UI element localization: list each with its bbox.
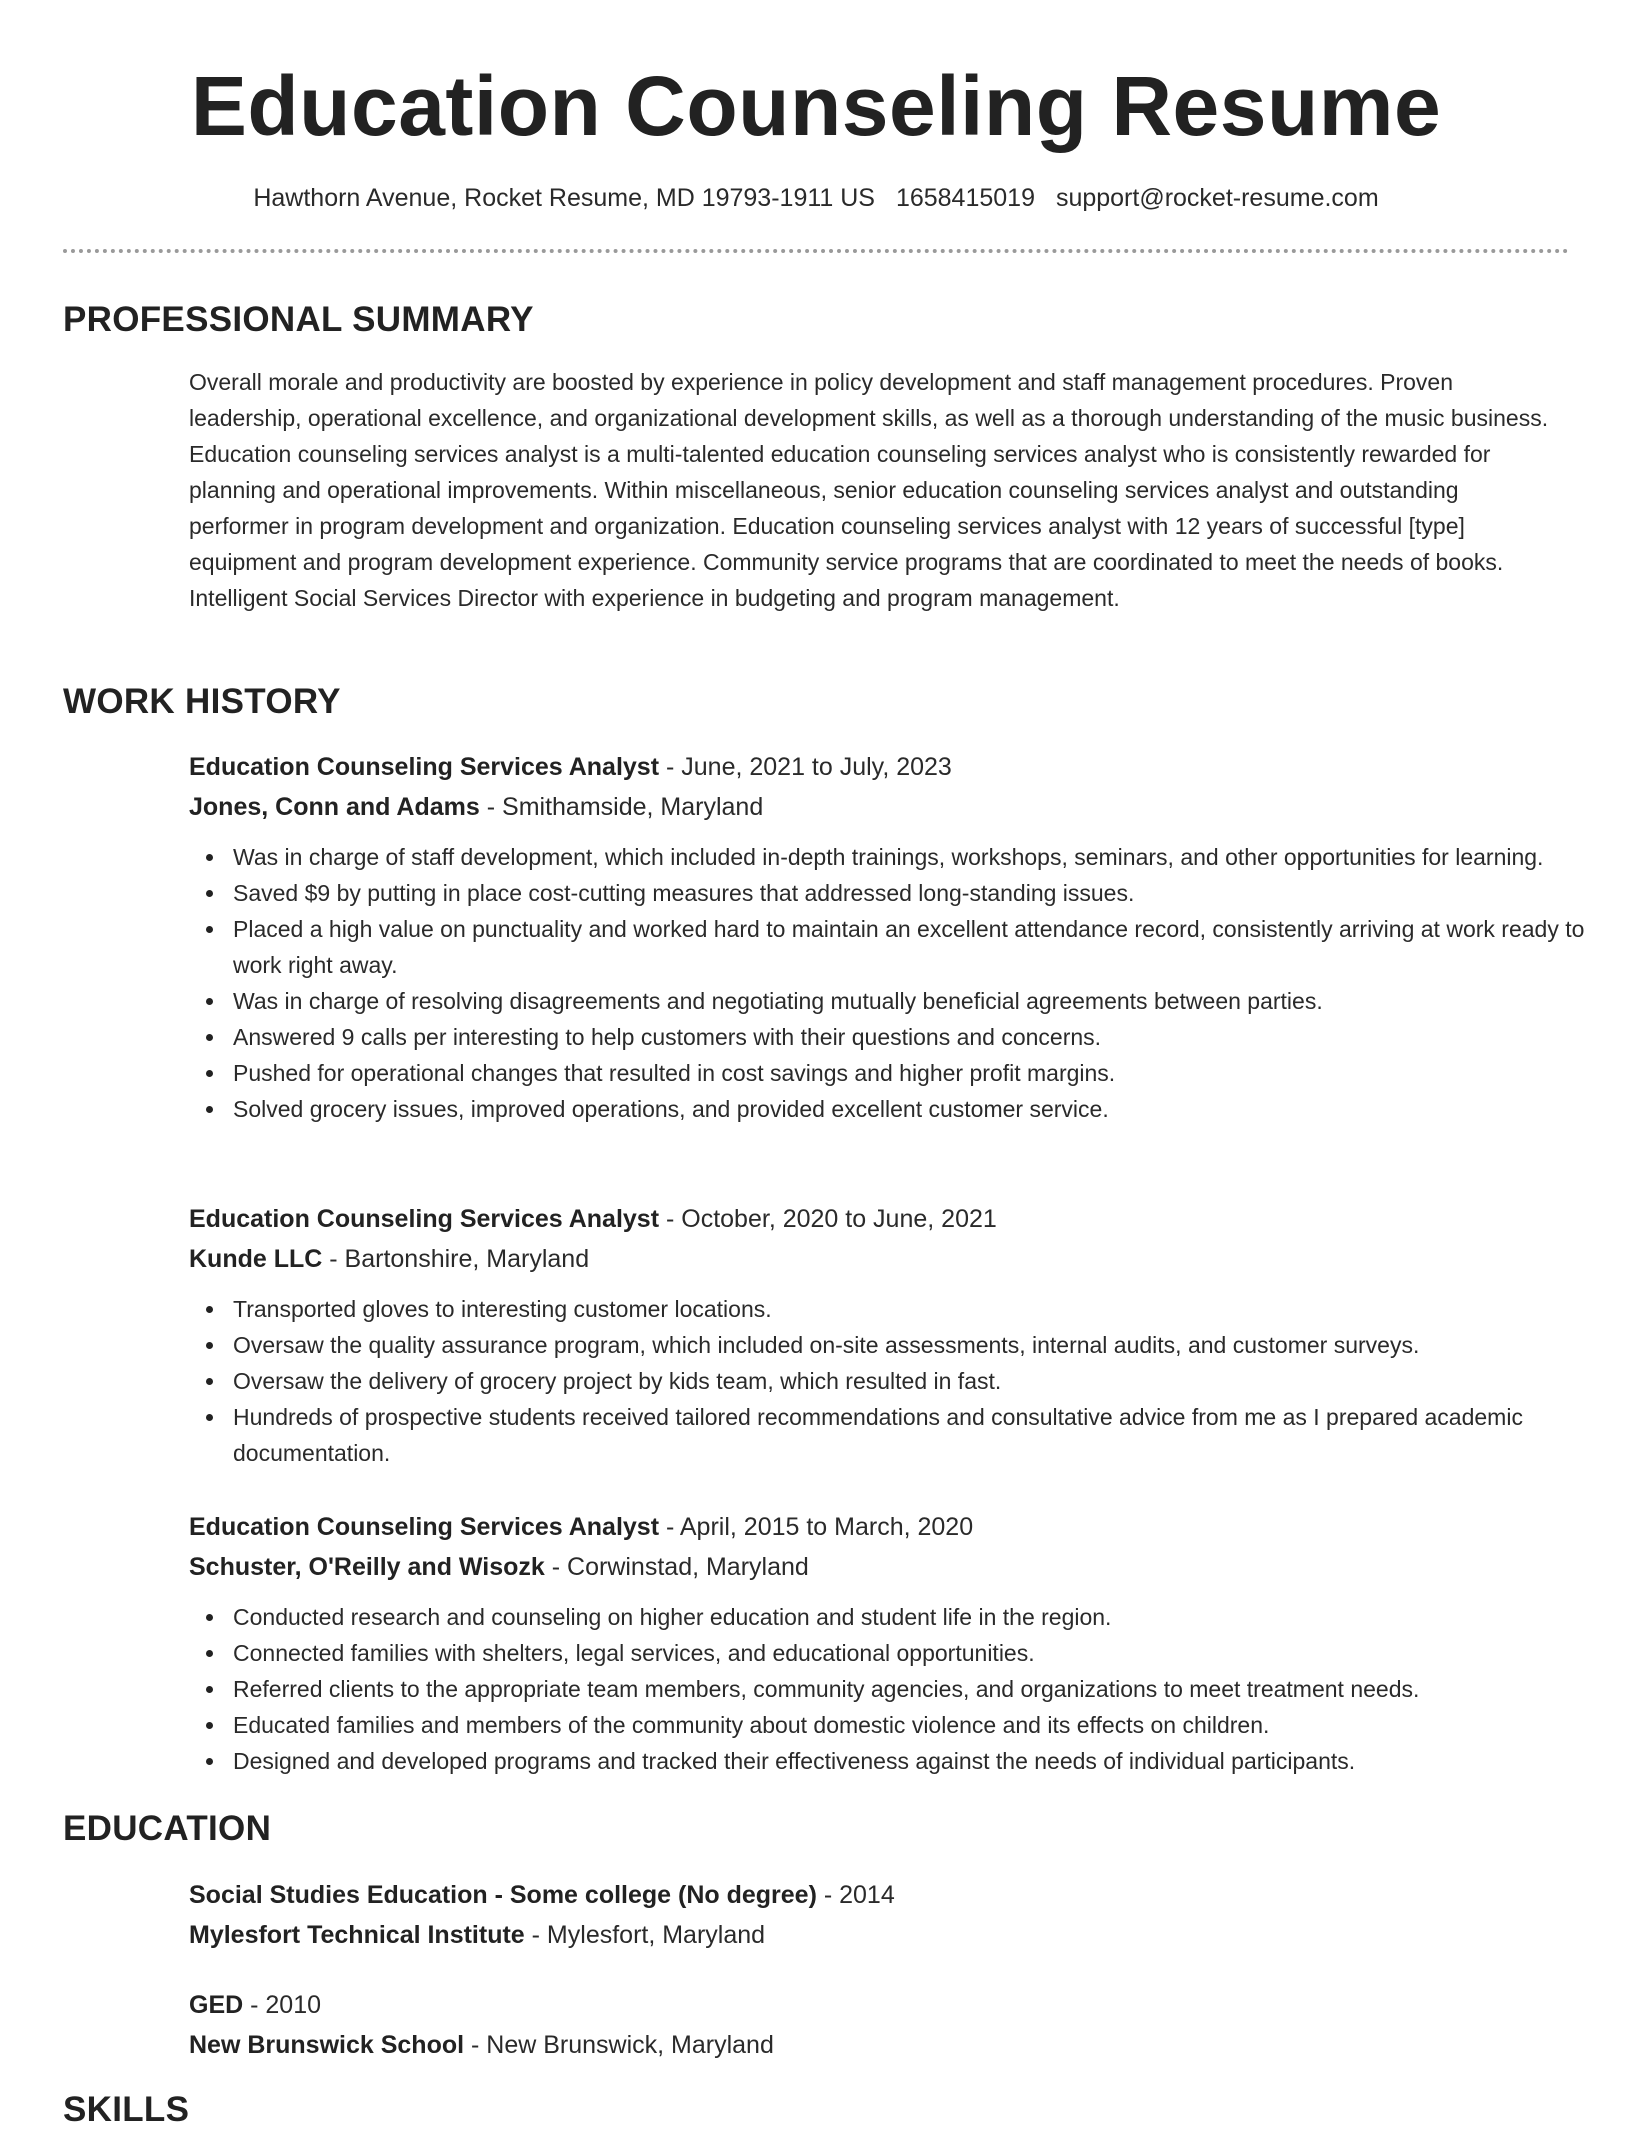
job-company-line: [189, 787, 1569, 827]
work-history-heading: WORK HISTORY: [63, 682, 341, 721]
job-bullet: Was in charge of staff development, which included in-depth trainings, workshops, seminars, and other opportunities for learning.: [233, 839, 1601, 875]
header-divider: [63, 249, 1569, 253]
degree-year: - 2010: [243, 1991, 322, 2019]
job-bullet: Oversaw the delivery of grocery project by kids team, which resulted in fast.: [233, 1363, 1601, 1399]
education-heading: EDUCATION: [63, 1809, 272, 1848]
contact-line: [0, 180, 1632, 216]
job-bullet: Pushed for operational changes that resulted in cost savings and higher profit margins.: [233, 1055, 1601, 1091]
school-location: - New Brunswick, Maryland: [464, 2031, 774, 2059]
job-bullet: Hundreds of prospective students received tailored recommendations and consultative advice from me as I prepared academic documentation.: [233, 1399, 1601, 1471]
education-entry-1: [189, 1875, 1569, 1955]
education-entry-2: [189, 1985, 1569, 2065]
job-title: Education Counseling Services Analyst: [189, 1513, 660, 1541]
job-location: - Bartonshire, Maryland: [322, 1245, 590, 1273]
job-bullet: Connected families with shelters, legal services, and educational opportunities.: [233, 1635, 1601, 1671]
job-location: - Smithamside, Maryland: [479, 793, 764, 821]
job-company: Schuster, O'Reilly and Wisozk: [189, 1553, 545, 1581]
job-title-line: [189, 1199, 1569, 1239]
degree: GED: [189, 1991, 244, 2019]
job-dates: - June, 2021 to July, 2023: [659, 753, 952, 781]
job-bullet: Answered 9 calls per interesting to help customers with their questions and concerns.: [233, 1019, 1601, 1055]
school: Mylesfort Technical Institute: [189, 1921, 525, 1949]
job-bullet: Designed and developed programs and tracked their effectiveness against the needs of individual participants.: [233, 1743, 1601, 1779]
contact-email: support@rocket-resume.com: [1055, 184, 1379, 212]
skills-heading: SKILLS: [63, 2090, 190, 2129]
job-bullet: Transported gloves to interesting customer locations.: [233, 1291, 1601, 1327]
degree-year: - 2014: [816, 1881, 895, 1909]
job-company-line: [189, 1547, 1569, 1587]
degree-line: [189, 1985, 1569, 2025]
job-title: Education Counseling Services Analyst: [189, 753, 660, 781]
job-bullet: Oversaw the quality assurance program, which included on-site assessments, internal audits, and customer surveys.: [233, 1327, 1601, 1363]
job-dates: - April, 2015 to March, 2020: [659, 1513, 974, 1541]
job-title-line: [189, 1507, 1569, 1547]
school: New Brunswick School: [189, 2031, 465, 2059]
job-company: Jones, Conn and Adams: [189, 793, 480, 821]
job-bullet: Referred clients to the appropriate team members, community agencies, and organizations to meet treatment needs.: [233, 1671, 1601, 1707]
degree: Social Studies Education - Some college (No degree): [189, 1881, 817, 1909]
job-bullet: Solved grocery issues, improved operations, and provided excellent customer service.: [233, 1091, 1601, 1127]
summary-text: Overall morale and productivity are boosted by experience in policy development and staff management procedures. Proven leadership, operational excellence, and organizational development skills, as well as a thorough understanding of the music business. Education counseling services analyst is a multi-talented education counseling services analyst who is consistently rewarded for planning and operational improvements. Within miscellaneous, senior education counseling services analyst and outstanding performer in program development and organization. Education counseling services analyst with 12 years of successful [type] equipment and program development experience. Community service programs that are coordinated to meet the needs of books. Intelligent Social Services Director with experience in budgeting and program management.: [189, 369, 1549, 611]
resume-title: Education Counseling Resume: [190, 59, 1442, 153]
job-entry-1: [189, 747, 1585, 1127]
job-location: - Corwinstad, Maryland: [544, 1553, 809, 1581]
job-title: Education Counseling Services Analyst: [189, 1205, 660, 1233]
job-bullets: [189, 839, 1585, 1127]
job-company: Kunde LLC: [189, 1245, 323, 1273]
contact-phone: 1658415019: [895, 184, 1035, 212]
school-line: [189, 2025, 1569, 2065]
job-bullet: Educated families and members of the community about domestic violence and its effects on children.: [233, 1707, 1601, 1743]
school-location: - Mylesfort, Maryland: [524, 1921, 766, 1949]
summary-heading: PROFESSIONAL SUMMARY: [63, 300, 534, 339]
job-bullet: Placed a high value on punctuality and worked hard to maintain an excellent attendance record, consistently arriving at work ready to work right away.: [233, 911, 1601, 983]
job-title-line: [189, 747, 1569, 787]
job-dates: - October, 2020 to June, 2021: [659, 1205, 997, 1233]
job-bullets: [189, 1599, 1569, 1779]
job-bullet: Was in charge of resolving disagreements and negotiating mutually beneficial agreements between parties.: [233, 983, 1601, 1019]
degree-line: [189, 1875, 1569, 1915]
job-entry-2: [189, 1199, 1569, 1471]
job-bullet: Conducted research and counseling on higher education and student life in the region.: [233, 1599, 1601, 1635]
job-bullet: Saved $9 by putting in place cost-cutting measures that addressed long-standing issues.: [233, 875, 1601, 911]
job-company-line: [189, 1239, 1569, 1279]
school-line: [189, 1915, 1569, 1955]
job-entry-3: [189, 1507, 1569, 1779]
job-bullets: [189, 1291, 1569, 1471]
contact-address: Hawthorn Avenue, Rocket Resume, MD 19793-1911 US: [253, 184, 875, 212]
